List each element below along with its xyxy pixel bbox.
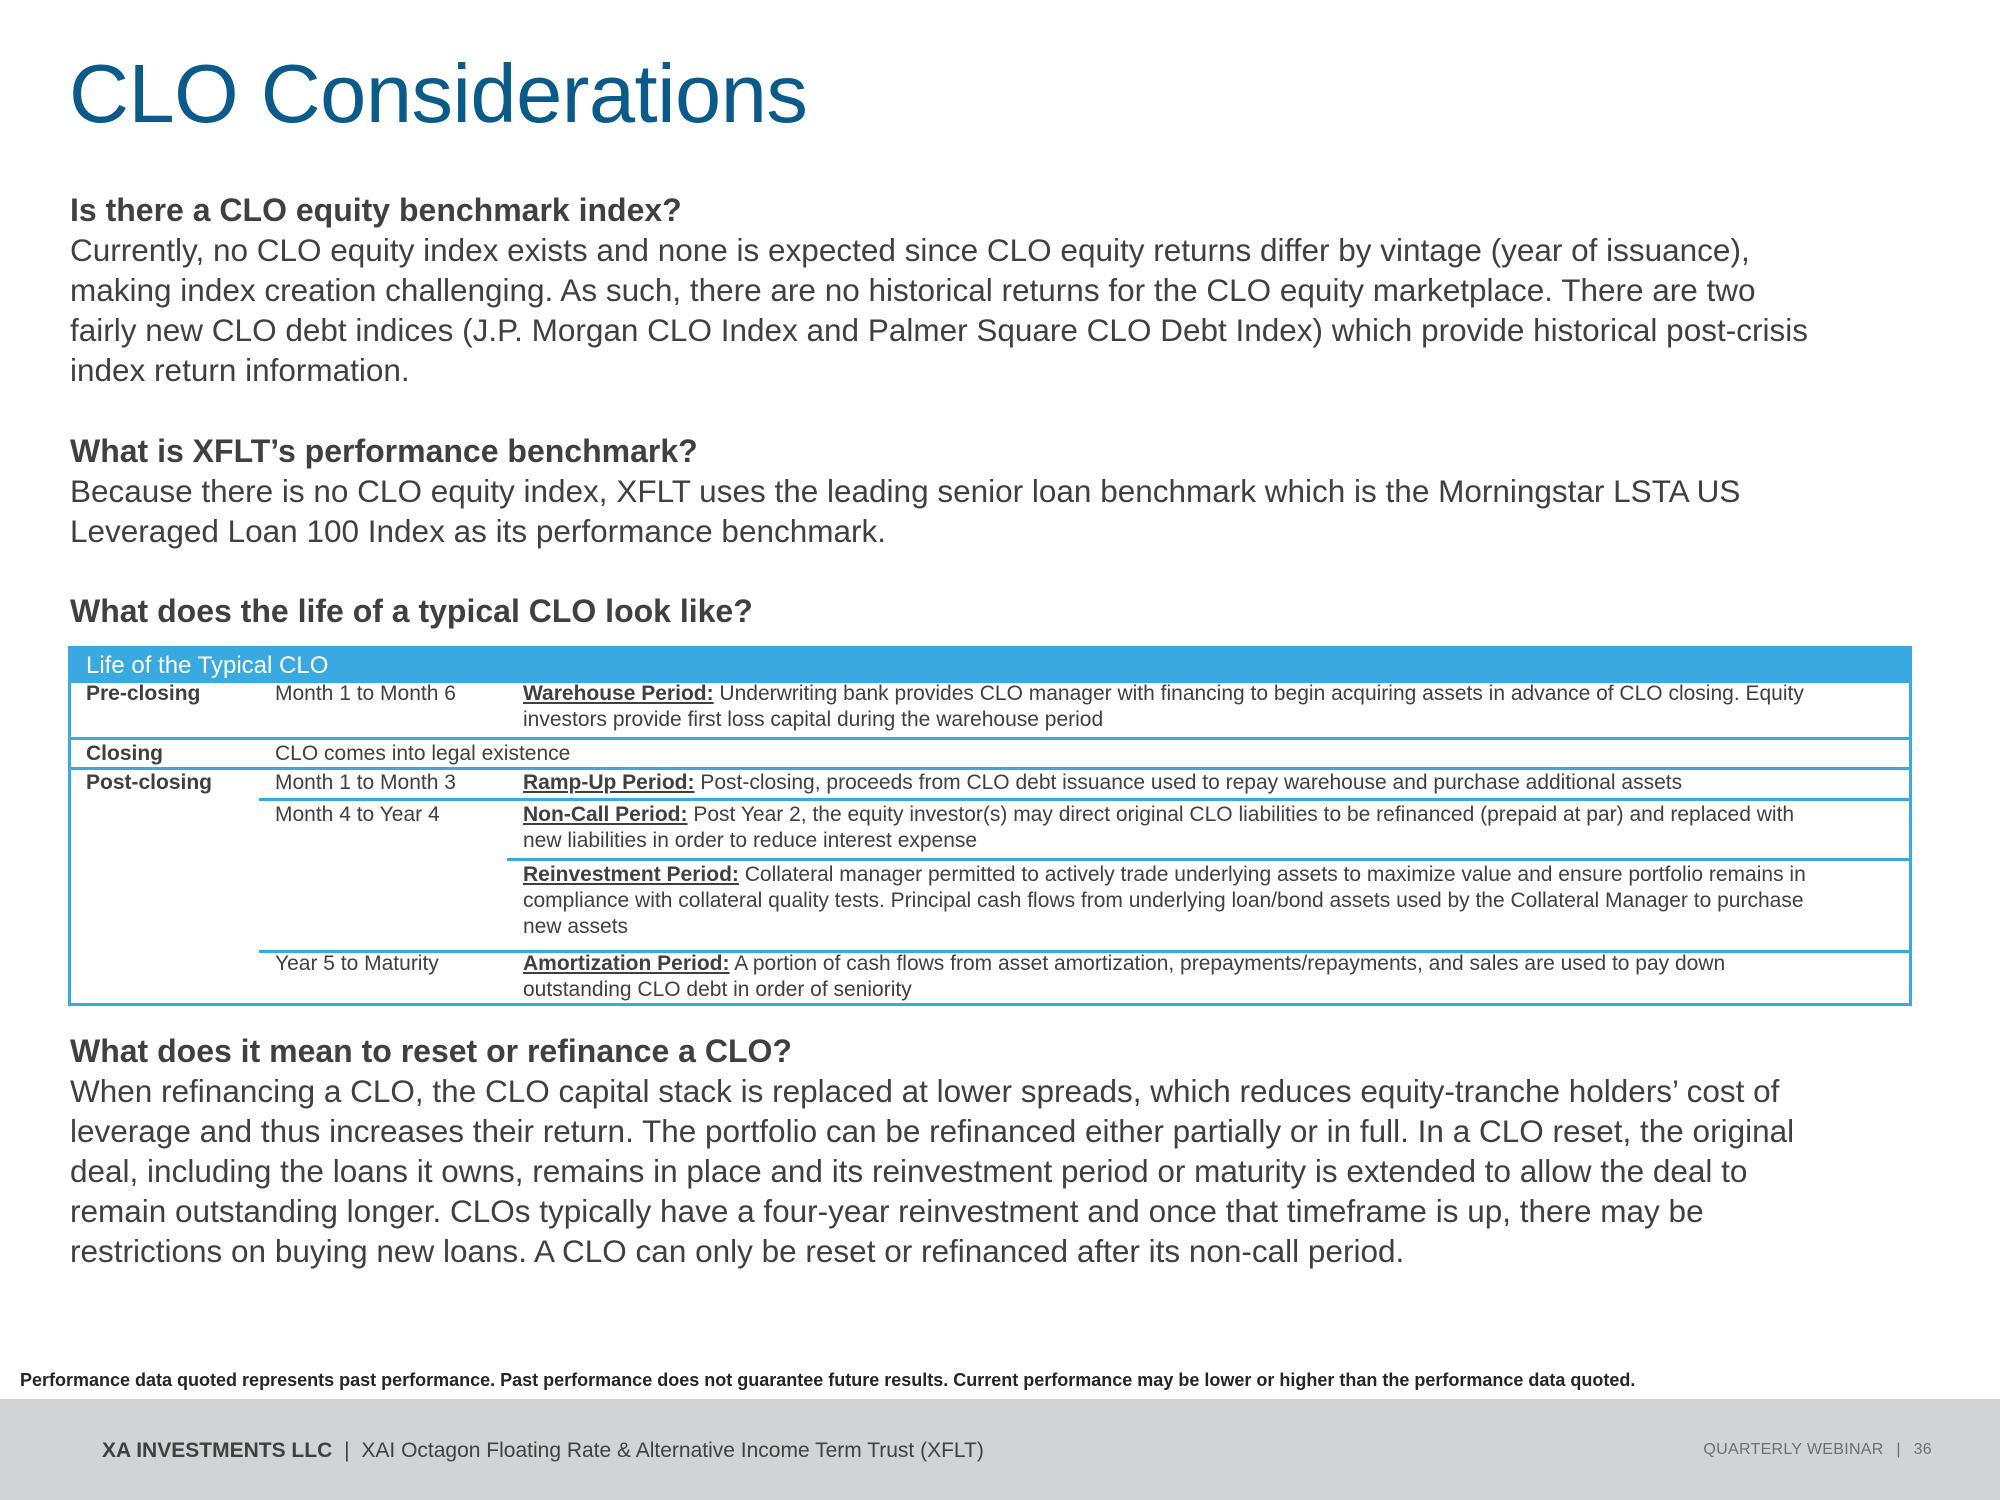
period-desc: Post Year 2, the equity investor(s) may direct original CLO liabilities to be refinanced (prepaid at par) and replaced with bbox=[687, 803, 1795, 826]
footer-right bbox=[1703, 1441, 1932, 1459]
reinvestment-period-cell bbox=[523, 862, 1903, 940]
section-reset-refinance bbox=[70, 1031, 1950, 1271]
answer-line: Because there is no CLO equity index, XFLT uses the leading senior loan benchmark which is the Morningstar LSTA US bbox=[70, 473, 1741, 509]
webinar-label: QUARTERLY WEBINAR bbox=[1703, 1441, 1884, 1458]
amortization-period-cell bbox=[523, 951, 1903, 1003]
answer-line: remain outstanding longer. CLOs typically have a four-year reinvestment and once that timeframe is up, there may be bbox=[70, 1193, 1704, 1229]
row-divider bbox=[507, 858, 1909, 861]
period-desc: Post-closing, proceeds from CLO debt issuance used to repay warehouse and purchase additional assets bbox=[694, 771, 1683, 794]
section-question: What does the life of a typical CLO look like? bbox=[70, 593, 753, 629]
rampup-period-cell bbox=[523, 770, 1903, 796]
page-number: 36 bbox=[1913, 1441, 1932, 1458]
section-performance-benchmark bbox=[70, 431, 1950, 551]
page-title: CLO Considerations bbox=[69, 47, 808, 140]
period-desc: investors provide first loss capital during the warehouse period bbox=[523, 708, 1104, 731]
footer-left bbox=[102, 1439, 984, 1463]
clo-life-table bbox=[68, 646, 1912, 1006]
row-label-pre-closing: Pre-closing bbox=[86, 682, 201, 705]
footer-separator: | bbox=[1896, 1441, 1901, 1458]
section-question: What does it mean to reset or refinance a CLO? bbox=[70, 1033, 792, 1069]
footer-separator: | bbox=[344, 1439, 350, 1462]
table-header: Life of the Typical CLO bbox=[71, 649, 1909, 683]
answer-line: restrictions on buying new loans. A CLO can only be reset or refinanced after its non-call period. bbox=[70, 1233, 1405, 1269]
period-desc: compliance with collateral quality tests. Principal cash flows from underlying loan/bond assets used by the Collateral Manager to purchase bbox=[523, 889, 1804, 912]
timeframe-cell: Month 1 to Month 6 bbox=[275, 682, 456, 705]
timeframe-cell: Month 4 to Year 4 bbox=[275, 803, 440, 826]
period-term: Amortization Period: bbox=[523, 952, 730, 975]
answer-line: When refinancing a CLO, the CLO capital stack is replaced at lower spreads, which reduces equity-tranche holders’ cost of bbox=[70, 1073, 1780, 1109]
timeframe-cell: Month 1 to Month 3 bbox=[275, 771, 456, 794]
warehouse-period-cell bbox=[523, 681, 1903, 733]
period-desc: A portion of cash flows from asset amortization, prepayments/repayments, and sales are used to pay down bbox=[729, 952, 1726, 975]
section-question: What is XFLT’s performance benchmark? bbox=[70, 433, 698, 469]
row-label-post-closing: Post-closing bbox=[86, 771, 213, 794]
closing-desc: CLO comes into legal existence bbox=[275, 742, 571, 765]
section-question: Is there a CLO equity benchmark index? bbox=[70, 192, 682, 228]
answer-line: leverage and thus increases their return. The portfolio can be refinanced either partially or in full. In a CLO reset, the original bbox=[70, 1113, 1795, 1149]
section-benchmark-index bbox=[70, 190, 1950, 390]
answer-line: fairly new CLO debt indices (J.P. Morgan CLO Index and Palmer Square CLO Debt Index) which provide historical post-crisis bbox=[70, 312, 1808, 348]
period-desc: new assets bbox=[523, 915, 629, 938]
answer-line: Currently, no CLO equity index exists and none is expected since CLO equity returns differ by vintage (year of issuance), bbox=[70, 232, 1750, 268]
section-clo-life bbox=[70, 591, 1950, 631]
fund-name: XAI Octagon Floating Rate & Alternative Income Term Trust (XFLT) bbox=[361, 1439, 984, 1462]
answer-line: making index creation challenging. As such, there are no historical returns for the CLO equity marketplace. There are two bbox=[70, 272, 1756, 308]
period-term: Reinvestment Period: bbox=[523, 863, 739, 886]
answer-line: Leveraged Loan 100 Index as its performance benchmark. bbox=[70, 513, 887, 549]
row-divider bbox=[259, 798, 1909, 801]
footer-bar bbox=[0, 1399, 2000, 1500]
period-term: Ramp-Up Period: bbox=[523, 771, 695, 794]
row-divider bbox=[71, 737, 1909, 740]
period-desc: Underwriting bank provides CLO manager with financing to begin acquiring assets in advance of CLO closing. Equity bbox=[713, 682, 1804, 705]
firm-name: XA INVESTMENTS LLC bbox=[102, 1439, 333, 1462]
timeframe-cell: Year 5 to Maturity bbox=[275, 952, 439, 975]
noncall-period-cell bbox=[523, 802, 1903, 854]
period-desc: outstanding CLO debt in order of seniority bbox=[523, 978, 912, 1001]
period-term: Non-Call Period: bbox=[523, 803, 688, 826]
period-desc: Collateral manager permitted to actively trade underlying assets to maximize value and ensure portfolio remains in bbox=[738, 863, 1806, 886]
performance-disclaimer: Performance data quoted represents past performance. Past performance does not guarantee future results. Current performance may be lower or higher than the performance data quoted. bbox=[20, 1370, 1636, 1390]
period-desc: new liabilities in order to reduce interest expense bbox=[523, 829, 978, 852]
answer-line: deal, including the loans it owns, remains in place and its reinvestment period or maturity is extended to allow the deal to bbox=[70, 1153, 1748, 1189]
period-term: Warehouse Period: bbox=[523, 682, 714, 705]
row-label-closing: Closing bbox=[86, 742, 163, 765]
answer-line: index return information. bbox=[70, 352, 410, 388]
